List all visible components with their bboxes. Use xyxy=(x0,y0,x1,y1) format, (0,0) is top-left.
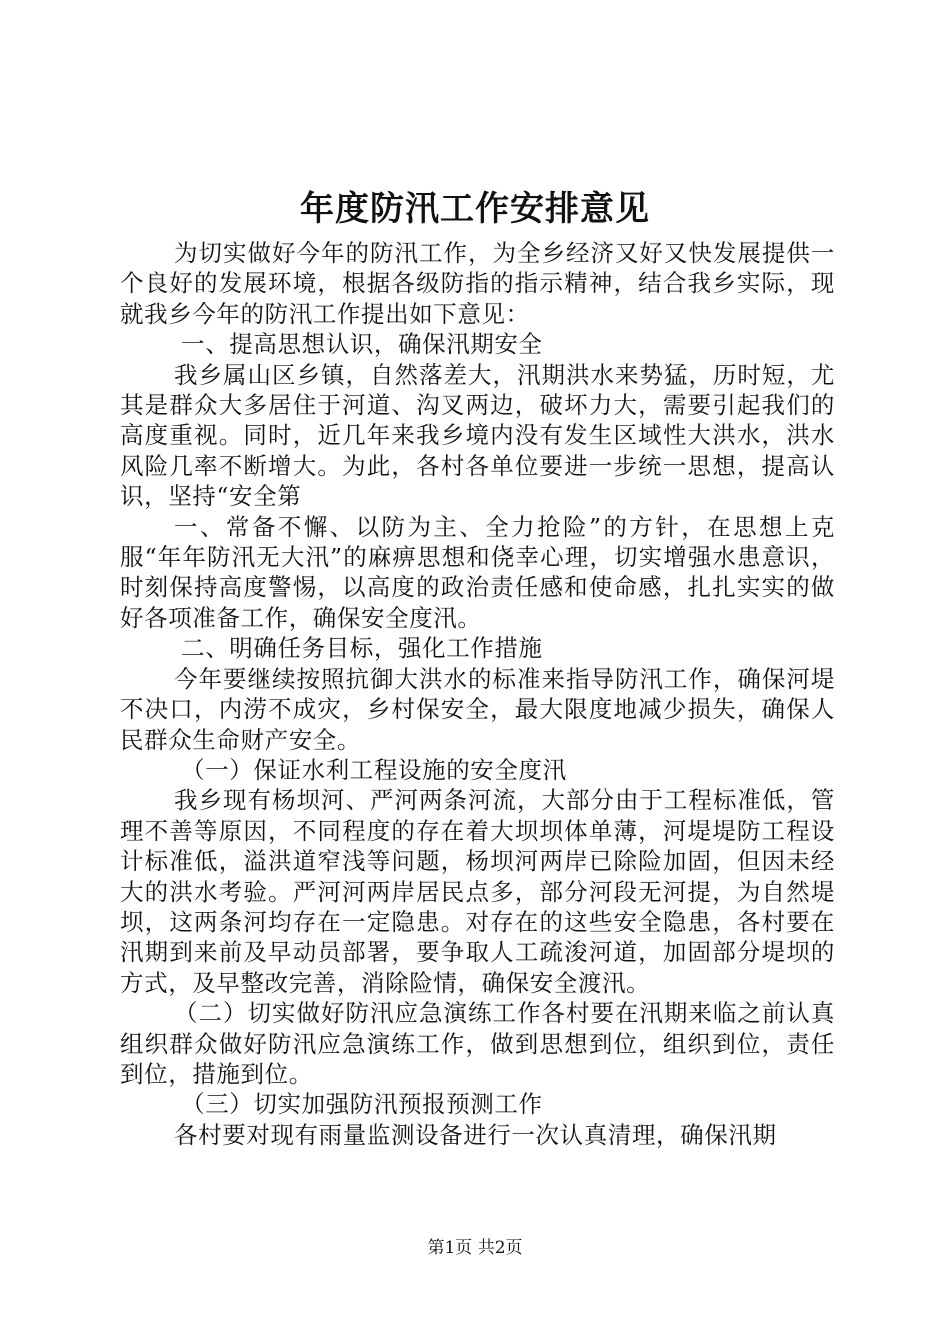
document-body xyxy=(120,238,835,1150)
paragraph-section-1-a: 我乡属山区乡镇，自然落差大，汛期洪水来势猛，历时短，尤其是群众大多居住于河道、沟叉两边，破坏力大，需要引起我们的高度重视。同时，近几年来我乡境内没有发生区域性大洪水，洪水风险几率不断增大。为此，各村各单位要进一步统一思想，提高认识，坚持“安全第 xyxy=(120,360,835,511)
page-footer: 第1页 共2页 xyxy=(427,1238,523,1258)
paragraph-subsection-1: 我乡现有杨坝河、严河两条河流，大部分由于工程标准低，管理不善等原因，不同程度的存在着大坝坝体单薄，河堤堤防工程设计标准低，溢洪道窄浅等问题，杨坝河两岸已除险加固，但因未经大的洪水考验。严河河两岸居民点多，部分河段无河提，为自然堤坝，这两条河均存在一定隐患。对存在的这些安全隐患，各村要在汛期到来前及早动员部署，要争取人工疏浚河道，加固部分堤坝的方式，及早整改完善，消除险情，确保安全渡汛。 xyxy=(120,786,835,997)
subsection-heading-3: （三）切实加强防汛预报预测工作 xyxy=(181,1090,543,1119)
document-title: 年度防汛工作安排意见 xyxy=(300,189,650,229)
paragraph-intro: 为切实做好今年的防汛工作，为全乡经济又好又快发展提供一个良好的发展环境，根据各级防指的指示精神，结合我乡实际，现就我乡今年的防汛工作提出如下意见： xyxy=(120,239,835,328)
subsection-heading-1: （一）保证水利工程设施的安全度汛 xyxy=(181,755,567,784)
paragraph-subsection-2: （二）切实做好防汛应急演练工作各村要在汛期来临之前认真组织群众做好防汛应急演练工作，做到思想到位，组织到位，责任到位，措施到位。 xyxy=(120,999,835,1088)
paragraph-section-2: 今年要继续按照抗御大洪水的标准来指导防汛工作，确保河堤不决口，内涝不成灾，乡村保安全，最大限度地减少损失，确保人民群众生命财产安全。 xyxy=(120,664,835,754)
section-heading-1: 一、提高思想认识，确保汛期安全 xyxy=(181,330,543,359)
paragraph-subsection-3: 各村要对现有雨量监测设备进行一次认真清理，确保汛期 xyxy=(174,1120,777,1149)
paragraph-section-1-b: 一、常备不懈、以防为主、全力抢险”的方针，在思想上克服“年年防汛无大汛”的麻痹思想和侥幸心理，切实增强水患意识，时刻保持高度警惕，以高度的政治责任感和使命感，扎扎实实的做好各项准备工作，确保安全度汛。 xyxy=(120,512,835,632)
section-heading-2: 二、明确任务目标，强化工作措施 xyxy=(181,634,543,663)
